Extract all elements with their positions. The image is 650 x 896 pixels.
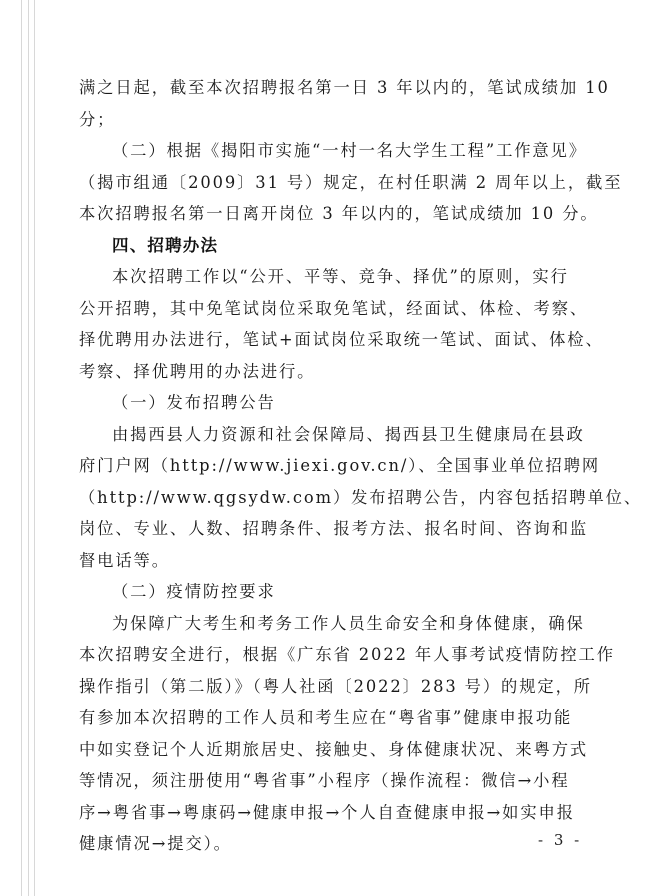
body-text-line: （http://www.qgsydw.com）发布招聘公告，内容包括招聘单位、	[79, 487, 643, 507]
scan-artifact-line	[34, 0, 35, 896]
body-text-line: 本次招聘工作以“公开、平等、竞争、择优”的原则，实行	[112, 267, 569, 286]
body-text-line: 择优聘用办法进行，笔试+面试岗位采取统一笔试、面试、体检、	[79, 330, 604, 349]
body-text-line: 有参加本次招聘的工作人员和考生应在“粤省事”健康申报功能	[79, 708, 573, 727]
body-text-line: 公开招聘，其中免笔试岗位采取免笔试，经面试、体检、考察、	[79, 298, 589, 318]
page-number: - 3 -	[538, 831, 583, 849]
body-text-line: 本次招聘报名第一日离开岗位 3 年以内的，笔试成绩加 10 分。	[79, 204, 599, 223]
body-text-line: （揭市组通〔2009〕31 号）规定，在村任职满 2 周年以上，截至	[79, 172, 623, 192]
subsection-heading: （二）疫情防控要求	[112, 582, 276, 601]
section-heading: 四、招聘办法	[112, 235, 219, 255]
body-text-line: 等情况，须注册使用“粤省事”小程序（操作流程：微信→小程	[79, 771, 570, 790]
body-text-line: 分；	[79, 109, 116, 129]
body-text-line: 府门户网（http://www.jiexi.gov.cn/）、全国事业单位招聘网	[79, 456, 601, 475]
scan-artifact-line	[28, 0, 29, 896]
body-text-line: 为保障广大考生和考务工作人员生命安全和身体健康，确保	[112, 613, 585, 633]
body-text-line: 满之日起，截至本次招聘报名第一日 3 年以内的，笔试成绩加 10	[79, 78, 610, 97]
subsection-item-2: （二）根据《揭阳市实施“一村一名大学生工程”工作意见》	[112, 141, 587, 160]
body-text-line: 中如实登记个人近期旅居史、接触史、身体健康状况、来粤方式	[79, 739, 589, 759]
body-text-line: 序→粤省事→粤康码→健康申报→个人自查健康申报→如实申报	[79, 802, 575, 822]
subsection-heading: （一）发布招聘公告	[112, 393, 276, 412]
body-text-line: 考察、择优聘用的办法进行。	[79, 361, 316, 381]
body-text-line: 由揭西县人力资源和社会保障局、揭西县卫生健康局在县政	[112, 424, 585, 444]
body-text-line: 健康情况→提交）。	[79, 834, 232, 853]
body-text-line: 岗位、专业、人数、招聘条件、报考方法、报名时间、咨询和监	[79, 519, 589, 538]
scan-artifact-line	[21, 0, 22, 896]
body-text-line: 本次招聘安全进行，根据《广东省 2022 年人事考试疫情防控工作	[79, 645, 615, 664]
body-text-line: 操作指引（第二版）》（粤人社函〔2022〕283 号）的规定，所	[79, 676, 592, 696]
body-text-line: 督电话等。	[79, 550, 170, 570]
